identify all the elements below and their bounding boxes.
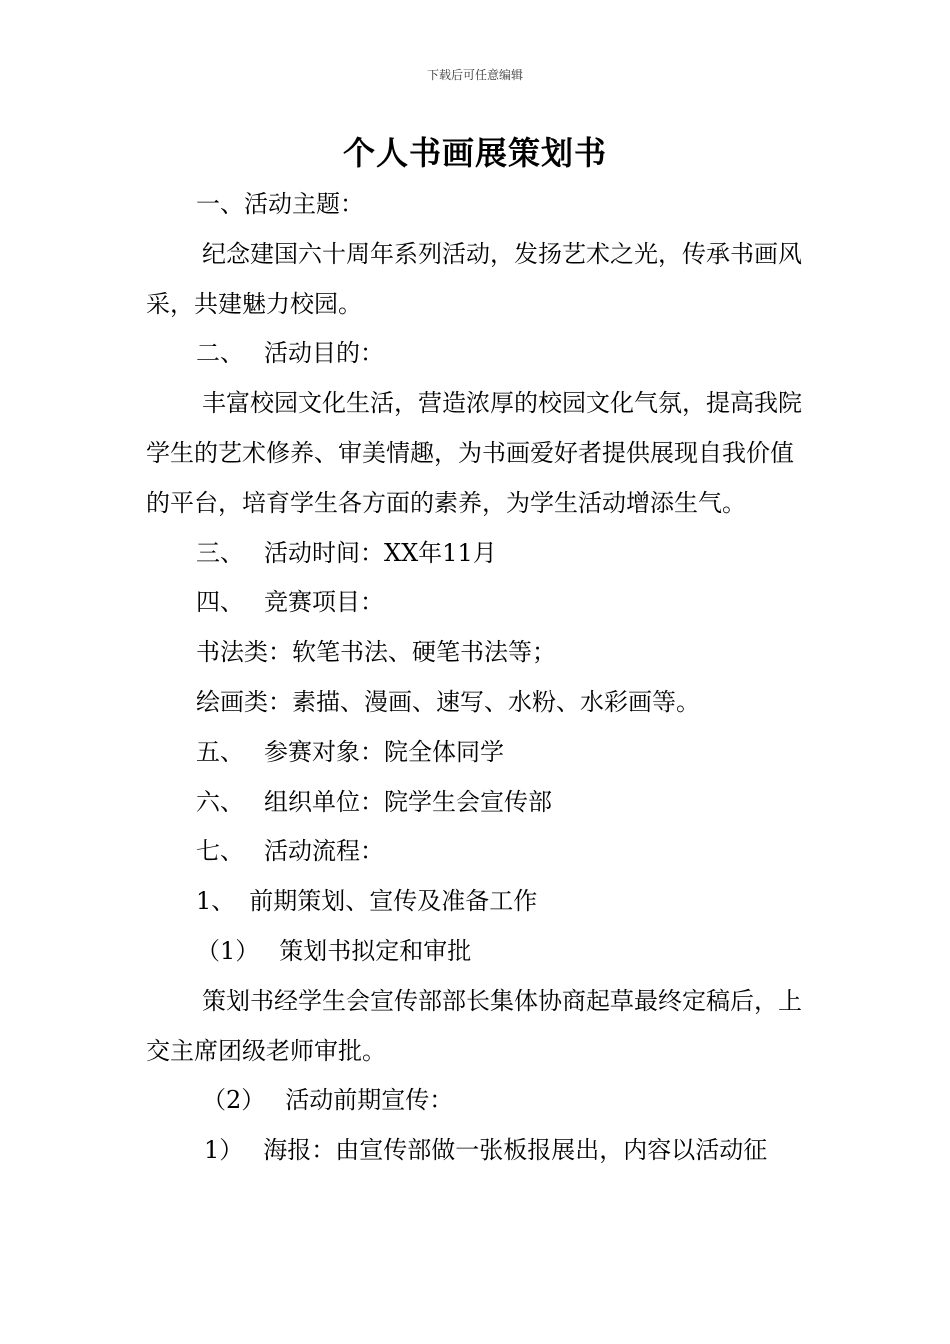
document-body: [146, 180, 816, 1176]
poster-line: [146, 1126, 816, 1176]
organizer-line: [146, 778, 816, 828]
participants-line: [146, 728, 816, 778]
sub2-line: [146, 1076, 816, 1126]
theme-body: 纪念建国六十周年系列活动，发扬艺术之光，传承书画风采，共建魅力校园。: [146, 239, 802, 318]
participants-num: 五、: [196, 737, 244, 766]
time-line: [146, 529, 816, 579]
theme-heading: 一、活动主题：: [196, 190, 364, 218]
sub1-num: （1）: [196, 936, 260, 965]
step1-line: [146, 877, 816, 927]
poster-text: 海报：由宣传部做一张板报展出，内容以活动征: [263, 1136, 768, 1165]
step1-num: 1、: [196, 887, 236, 916]
purpose-heading: 活动目的：: [264, 339, 384, 368]
time-num: 三、: [196, 538, 244, 567]
calligraphy-line: 书法类：软笔书法、硬笔书法等；: [196, 638, 556, 667]
sub1-body: 策划书经学生会宣传部部长集体协商起草最终定稿后，上交主席团级老师审批。: [146, 986, 802, 1065]
items-heading-line: [146, 578, 816, 628]
participants-text: 参赛对象：院全体同学: [264, 737, 504, 766]
purpose-body: 丰富校园文化生活，营造浓厚的校园文化气氛，提高我院学生的艺术修养、审美情趣，为书画爱好者提供展现自我价值的平台，培育学生各方面的素养，为学生活动增添生气。: [146, 389, 802, 517]
sub1-text: 策划书拟定和审批: [279, 936, 472, 965]
step1-text: 前期策划、宣传及准备工作: [249, 887, 538, 916]
sub2-text: 活动前期宣传：: [285, 1086, 454, 1115]
time-heading: 活动时间：XX年11月: [264, 538, 497, 567]
purpose-num: 二、: [196, 339, 244, 368]
sub1-line: [146, 927, 816, 977]
process-num: 七、: [196, 837, 244, 866]
items-num: 四、: [196, 588, 244, 617]
sub2-num: （2）: [202, 1086, 266, 1115]
items-heading: 竞赛项目：: [264, 588, 384, 617]
process-heading-line: [146, 827, 816, 877]
process-heading: 活动流程：: [264, 837, 384, 866]
organizer-num: 六、: [196, 787, 244, 816]
painting-line: 绘画类：素描、漫画、速写、水粉、水彩画等。: [196, 687, 700, 716]
organizer-text: 组织单位：院学生会宣传部: [264, 787, 552, 816]
document-title: 个人书画展策划书: [342, 134, 607, 172]
purpose-heading-line: [146, 329, 816, 379]
page-header: 下载后可任意编辑: [426, 68, 523, 82]
poster-num: 1）: [204, 1136, 244, 1165]
